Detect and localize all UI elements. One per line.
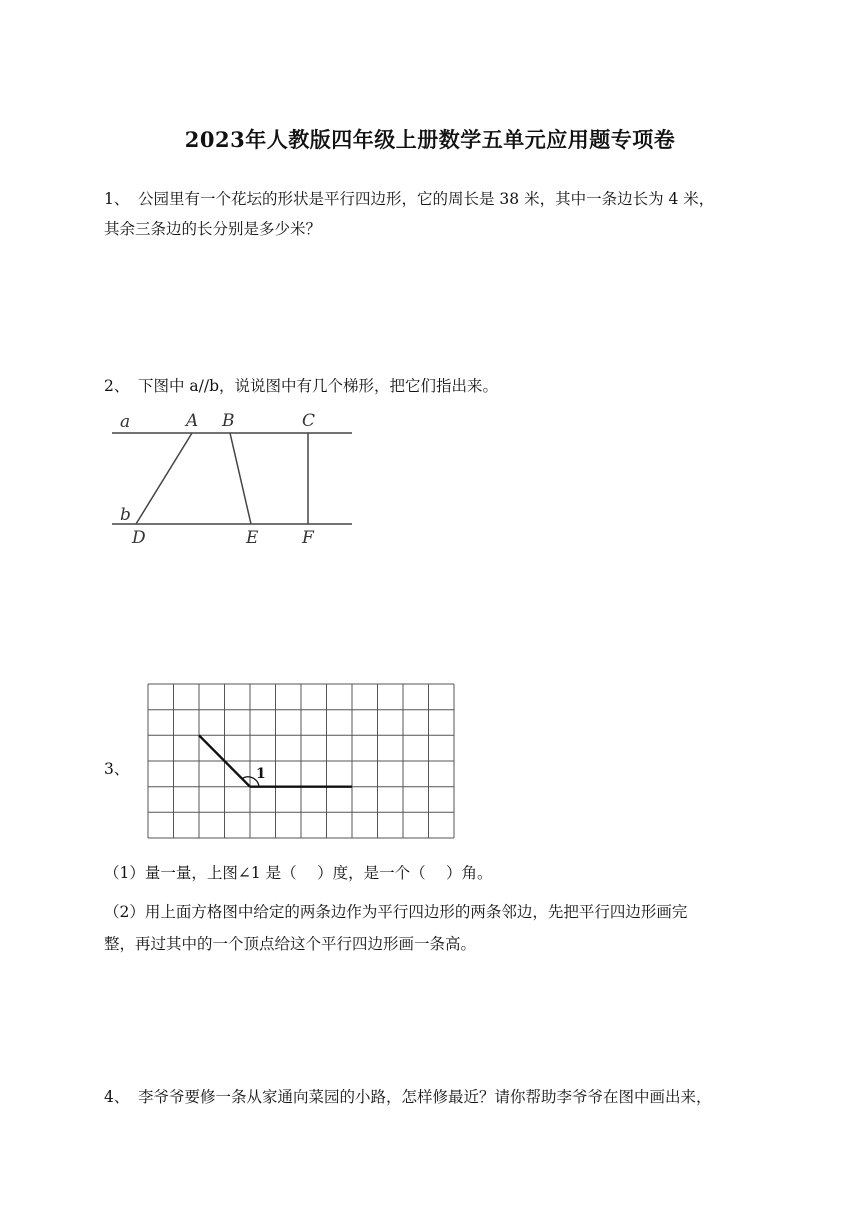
- q2-line: [104, 374, 498, 396]
- grid-lines: [148, 684, 454, 838]
- q2-text: 下图中 a//b，说说图中有几个梯形，把它们指出来。: [138, 377, 499, 395]
- q1-text-2: 其余三条边的长分别是多少米？: [104, 220, 322, 238]
- q1-number: 1、: [104, 190, 130, 208]
- q3-sub1: （1）量一量，上图∠1 是（ ）度，是一个（ ）角。: [104, 864, 493, 882]
- label-a: a: [120, 412, 131, 432]
- angle-1-label: 1: [256, 766, 266, 782]
- label-C: C: [302, 411, 316, 431]
- label-E: E: [246, 528, 259, 548]
- q4-text: 李爷爷要修一条从家通向菜园的小路，怎样修最近？请你帮助李爷爷在图中画出来，: [138, 1088, 712, 1106]
- q4-number: 4、: [104, 1088, 130, 1106]
- q3-number: 3、: [104, 760, 130, 778]
- q1-text-1: 公园里有一个花坛的形状是平行四边形，它的周长是 38 米，其中一条边长为 4 米，: [138, 190, 715, 208]
- label-B: B: [222, 411, 235, 431]
- page-title: 2023年人教版四年级上册数学五单元应用题专项卷: [184, 127, 676, 152]
- label-F: F: [302, 528, 314, 548]
- q3-sub2-line-2: 整，再过其中的一个顶点给这个平行四边形画一条高。: [104, 935, 477, 953]
- q3-sub2-line-1: （2）用上面方格图中给定的两条边作为平行四边形的两条邻边，先把平行四边形画完: [104, 903, 688, 921]
- q1-line-1: [104, 187, 714, 209]
- segment-ad: [136, 433, 192, 524]
- q2-number: 2、: [104, 377, 130, 395]
- label-b: b: [120, 505, 131, 525]
- segment-be: [230, 433, 251, 524]
- trapezoid-figure: [100, 400, 362, 550]
- label-D: D: [132, 528, 146, 548]
- q4-line: [104, 1085, 712, 1107]
- square-grid-figure: [146, 683, 456, 840]
- label-A: A: [186, 411, 199, 431]
